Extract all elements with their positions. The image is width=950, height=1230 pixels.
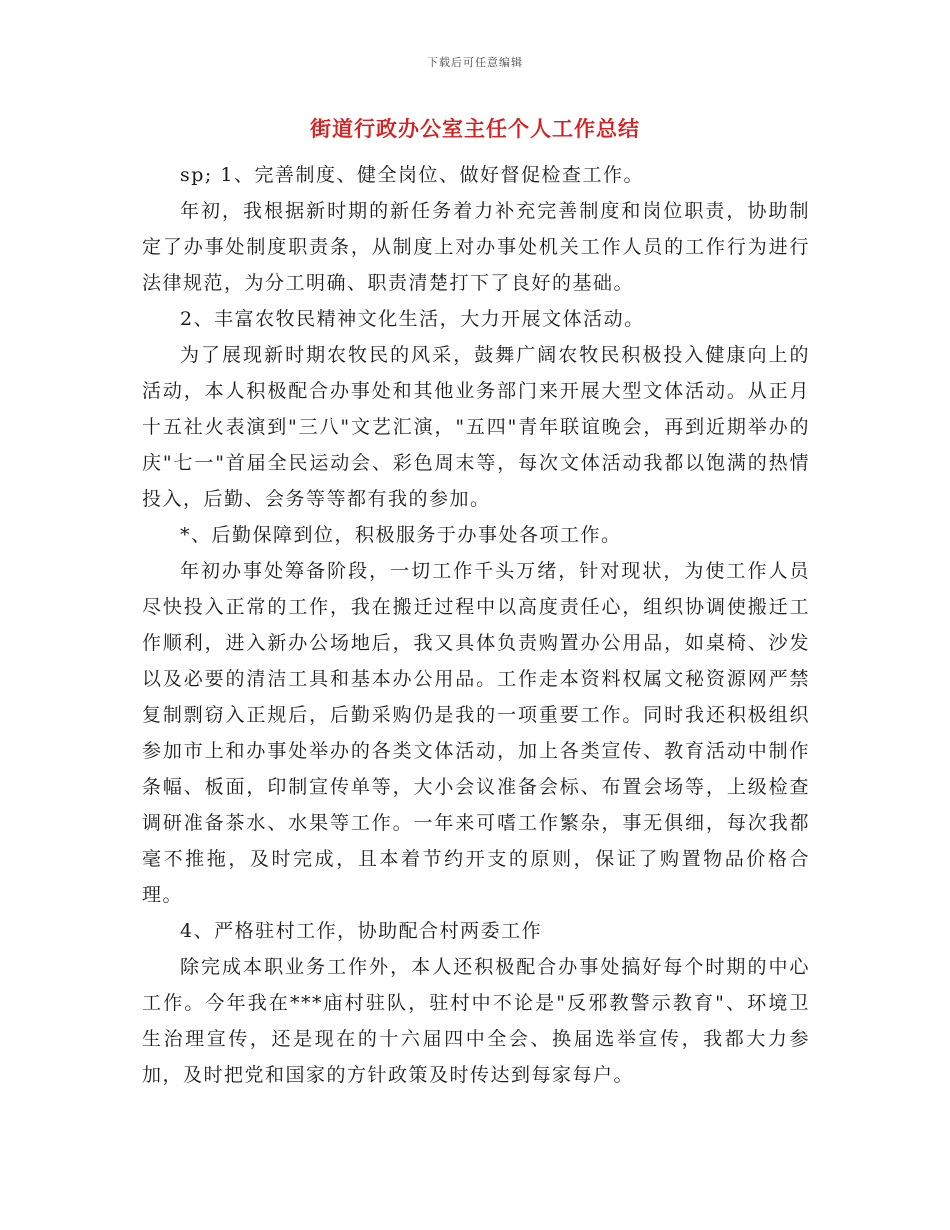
document-body (142, 157, 810, 1093)
body-paragraph: 除完成本职业务工作外，本人还积极配合办事处搞好每个时期的中心工作。今年我在***庙村驻队，驻村中不论是"反邪教警示教育"、环境卫生治理宣传，还是现在的十六届四中全会、换届选举宣传，我都大力参加，及时把党和国家的方针政策及时传达到每家每户。 (142, 956, 810, 1086)
section-heading-3: *、后勤保障到位，积极服务于办事处各项工作。 (180, 524, 622, 546)
section-heading-4: 4、严格驻村工作，协助配合村两委工作 (180, 920, 543, 942)
header-note: 下载后可任意编辑 (427, 56, 523, 69)
section-heading-2: 2、丰富农牧民精神文化生活，大力开展文体活动。 (180, 308, 645, 330)
body-paragraph: 为了展现新时期农牧民的风采，鼓舞广阔农牧民积极投入健康向上的活动，本人积极配合办事处和其他业务部门来开展大型文体活动。从正月十五社火表演到"三八"文艺汇演，"五四"青年联谊晚会，再到近期举办的庆"七一"首届全民运动会、彩色周末等，每次文体活动我都以饱满的热情投入，后勤、会务等等都有我的参加。 (142, 344, 810, 510)
section-heading-1: sp; 1、完善制度、健全岗位、做好督促检查工作。 (180, 164, 644, 186)
body-paragraph: 年初办事处筹备阶段，一切工作千头万绪，针对现状，为使工作人员尽快投入正常的工作，我在搬迁过程中以高度责任心，组织协调使搬迁工作顺利，进入新办公场地后，我又具体负责购置办公用品，如桌椅、沙发以及必要的清洁工具和基本办公用品。工作走本资料权属文秘资源网严禁复制剽窃入正规后，后勤采购仍是我的一项重要工作。同时我还积极组织参加市上和办事处举办的各类文体活动，加上各类宣传、教育活动中制作条幅、板面，印制宣传单等，大小会议准备会标、布置会场等，上级检查调研准备茶水、水果等工作。一年来可嗜工作繁杂，事无俱细，每次我都毫不推拖，及时完成，且本着节约开支的原则，保证了购置物品价格合理。 (142, 560, 810, 906)
document-title: 街道行政办公室主任个人工作总结 (310, 117, 640, 141)
body-paragraph: 年初，我根据新时期的新任务着力补充完善制度和岗位职责，协助制定了办事处制度职责条，从制度上对办事处机关工作人员的工作行为进行法律规范，为分工明确、职责清楚打下了良好的基础。 (142, 200, 810, 294)
